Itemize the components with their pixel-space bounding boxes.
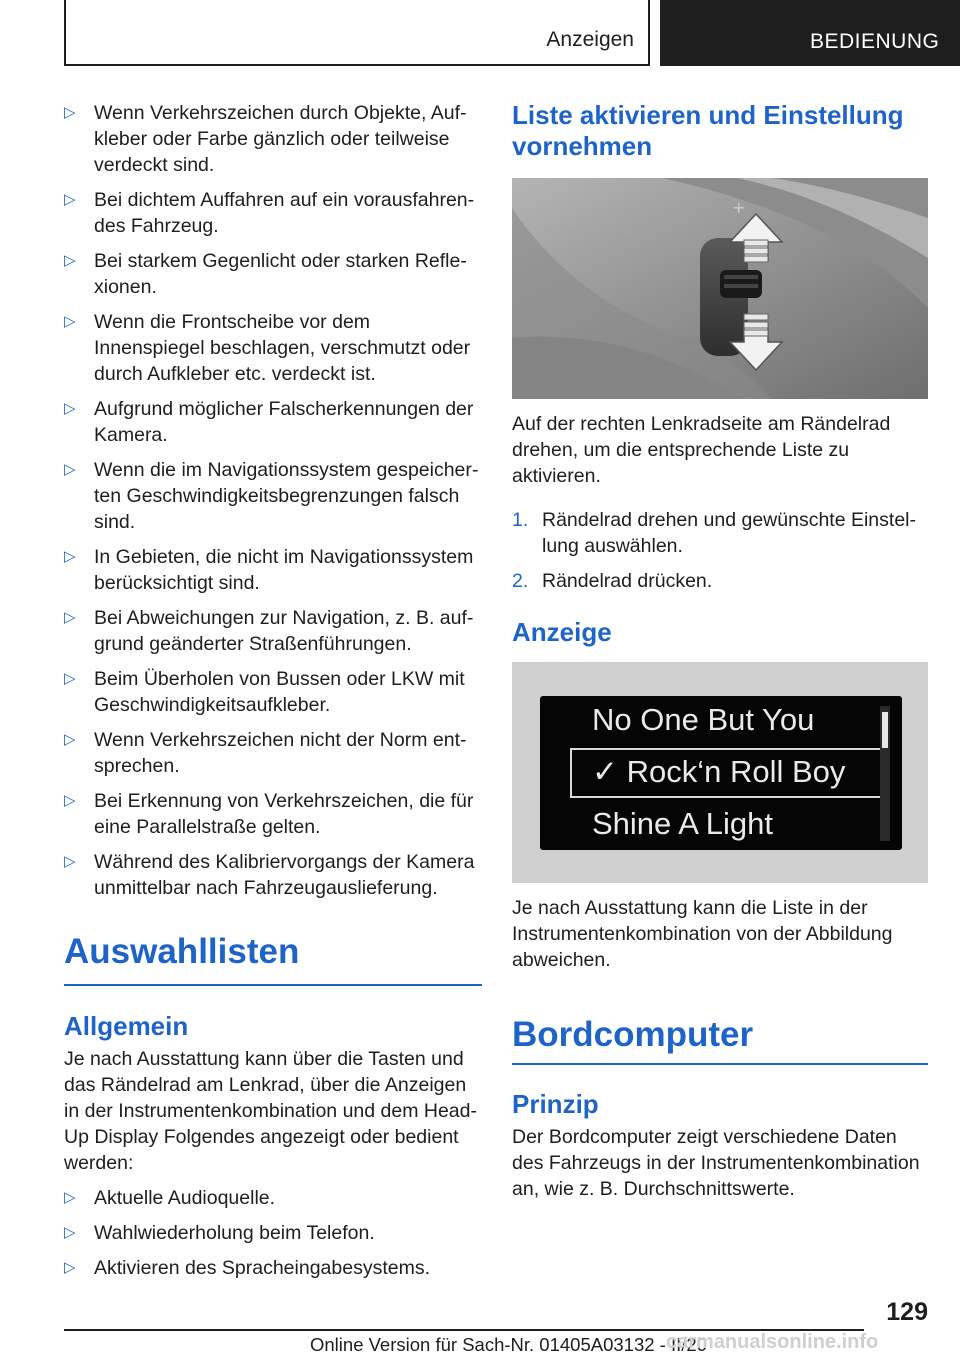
steering-wheel-illustration xyxy=(512,178,928,399)
bullet-item xyxy=(64,544,482,596)
bullet-text: Wenn die Frontscheibe vor dem Innenspiegel beschlagen, verschmutzt oder durch Aufkleber etc. verdeckt ist. xyxy=(94,311,471,385)
bullet-item xyxy=(64,1220,482,1246)
prinzip-text: Der Bordcomputer zeigt verschiedene Daten des Fahrzeugs in der Instrumentenkombination an, wie z. B. Durchschnittswerte. xyxy=(512,1126,920,1200)
chapter-title-auswahllisten: Auswahllisten xyxy=(64,932,300,971)
header-chapter-tab xyxy=(660,0,960,66)
bullet-marker-icon: ▷ xyxy=(64,252,76,269)
bullet-item xyxy=(64,1255,482,1281)
bullet-list-2 xyxy=(64,1185,482,1281)
bullet-marker-icon: ▷ xyxy=(64,400,76,417)
section-title-liste-aktivieren: Liste aktivieren und Einstellung vornehmen xyxy=(512,100,904,161)
section-title-anzeige: Anzeige xyxy=(512,617,612,647)
steps-list xyxy=(512,507,928,594)
bullet-marker-icon: ▷ xyxy=(64,104,76,121)
bullet-text: Während des Kalibriervorgangs der Kamera unmittelbar nach Fahrzeugauslieferung. xyxy=(94,851,475,899)
step-item xyxy=(512,507,928,559)
bullet-marker-icon: ▷ xyxy=(64,1224,76,1241)
step-text: Rändelrad drücken. xyxy=(542,570,713,592)
bullet-text: In Gebieten, die nicht im Navigationssystem berücksichtigt sind. xyxy=(94,546,474,594)
bullet-marker-icon: ▷ xyxy=(64,731,76,748)
allgemein-text: Je nach Ausstattung kann über die Tasten und das Rändelrad am Lenkrad, über die Anzeigen in der Instrumentenkombination und dem Head-Up Display Folgendes angezeigt oder bedient werden: xyxy=(64,1048,477,1174)
display-list-item: No One But You xyxy=(592,702,815,737)
bullet-marker-icon: ▷ xyxy=(64,1189,76,1206)
bullet-text: Bei Erkennung von Verkehrszeichen, die für eine Parallelstraße gelten. xyxy=(94,790,474,838)
bullet-marker-icon: ▷ xyxy=(64,313,76,330)
bullet-item xyxy=(64,100,482,178)
header-section-label: Anzeigen xyxy=(546,28,634,51)
bullet-item xyxy=(64,849,482,901)
right-column xyxy=(512,100,928,1202)
section-title-prinzip: Prinzip xyxy=(512,1089,599,1119)
bullet-marker-icon: ▷ xyxy=(64,609,76,626)
bullet-item xyxy=(64,605,482,657)
display-scrollbar-thumb xyxy=(882,712,888,748)
svg-text:+: + xyxy=(732,198,746,217)
bullet-item xyxy=(64,248,482,300)
bullet-text: Wahlwiederholung beim Telefon. xyxy=(94,1222,375,1244)
bullet-marker-icon: ▷ xyxy=(64,548,76,565)
liste-aktivieren-text: Auf der rechten Lenkradseite am Rändelrad drehen, um die entsprechende Liste zu aktivieren. xyxy=(512,413,891,487)
bullet-text: Bei Abweichungen zur Navigation, z. B. aufgrund geänderter Straßenführungen. xyxy=(94,607,474,655)
step-item xyxy=(512,568,928,594)
chapter-title-bordcomputer: Bordcomputer xyxy=(512,1015,754,1054)
left-column xyxy=(64,100,482,1290)
bullet-item xyxy=(64,187,482,239)
step-text: Rändelrad drehen und gewünschte Einstellung auswählen. xyxy=(542,509,917,557)
bullet-item xyxy=(64,727,482,779)
display-list-item: Shine A Light xyxy=(592,806,773,841)
bullet-item xyxy=(64,309,482,387)
bullet-item xyxy=(64,396,482,448)
bullet-marker-icon: ▷ xyxy=(64,853,76,870)
footer-online-version: Online Version für Sach-Nr. 01405A03132 - II/20 xyxy=(310,1334,707,1355)
bullet-text: Aktivieren des Spracheingabesystems. xyxy=(94,1257,431,1279)
bullet-item xyxy=(64,788,482,840)
page-number: 129 xyxy=(886,1298,928,1326)
bullet-text: Aufgrund möglicher Falscherkennungen der Kamera. xyxy=(94,398,474,446)
display-scrollbar xyxy=(880,706,890,841)
bullet-text: Beim Überholen von Bussen oder LKW mit Geschwindigkeitsaufkleber. xyxy=(94,668,465,716)
bullet-text: Bei dichtem Auffahren auf ein vorausfahrendes Fahrzeug. xyxy=(94,189,475,237)
bullet-text: Aktuelle Audioquelle. xyxy=(94,1187,276,1209)
bullet-list xyxy=(64,100,482,901)
bullet-text: Wenn die im Navigationssystem gespeicherten Geschwindigkeitsbegrenzungen falsch sind. xyxy=(94,459,479,533)
display-image xyxy=(512,662,928,883)
bullet-item xyxy=(64,457,482,535)
bullet-marker-icon: ▷ xyxy=(64,1259,76,1276)
header-chapter-label: BEDIENUNG xyxy=(810,30,940,53)
anzeige-text: Je nach Ausstattung kann die Liste in der Instrumentenkombination von der Abbildung abweichen. xyxy=(512,897,893,971)
display-list-item-selected: ✓ Rock‘n Roll Boy xyxy=(592,754,846,789)
header-section-tab xyxy=(64,0,650,66)
bullet-marker-icon: ▷ xyxy=(64,670,76,687)
bullet-text: Wenn Verkehrszeichen durch Objekte, Aufkleber oder Farbe gänzlich oder teilweise verdeckt sind. xyxy=(94,102,467,176)
bullet-text: Bei starkem Gegenlicht oder starken Reflexionen. xyxy=(94,250,467,298)
steering-wheel-image xyxy=(512,178,928,399)
instrument-display xyxy=(540,696,902,850)
bullet-marker-icon: ▷ xyxy=(64,461,76,478)
bullet-marker-icon: ▷ xyxy=(64,191,76,208)
bullet-text: Wenn Verkehrszeichen nicht der Norm entsprechen. xyxy=(94,729,467,777)
bullet-marker-icon: ▷ xyxy=(64,792,76,809)
bullet-item xyxy=(64,1185,482,1211)
step-number: 2. xyxy=(512,570,529,592)
section-title-allgemein: Allgemein xyxy=(64,1011,189,1041)
bullet-item xyxy=(64,666,482,718)
step-number: 1. xyxy=(512,509,529,531)
watermark: carmanualsonline.info xyxy=(666,1331,879,1353)
